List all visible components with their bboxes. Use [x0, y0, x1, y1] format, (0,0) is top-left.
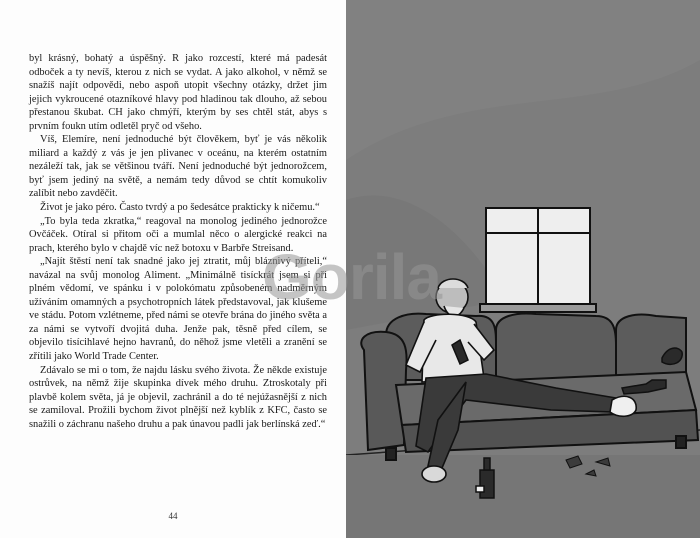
paragraph: „Najít štěstí není tak snadné jako jej ztratit, můj bláznivý příteli,“ navázal na svůj monolog Aliment. „Minimálně tisíckrát jsem si při plném vědomí, ve spánku i v polokómatu způsobeném nadměrným užíváním omamných a psychotropních látek představoval, jak klušeme ve stádu. Potom vzlétneme, před námi se otevře brána do jiného světa a za námi se vytvoří dvojitá duha. Jenže pak, těsně před cílem, se objevilo tisícihlavé hejno havranů, do něhož jsme vletěli a zranění se zřítili jako World Trade Center.: [29, 256, 327, 363]
watermark-logo: Gorila: [262, 241, 441, 313]
page-text: [29, 52, 327, 431]
illustration: [346, 0, 700, 538]
paragraph: Život je jako péro. Často tvrdý a po šedesátce prakticky k ničemu.“: [40, 202, 320, 214]
page-number: 44: [168, 511, 178, 521]
paragraph: Zdávalo se mi o tom, že najdu lásku svého života. Že někde existuje ostrůvek, na němž žije skupinka dívek mého druhu. Ztroskotaly při plavbě kolem světa, já je objevil, zachránil a do té nejúžasnější z nich se zamiloval. Prožili bychom život plnější než kyblík z KFC, často se snažili o záchranu našeho druhu a pak únavou padli jak berlínská zeď.“: [29, 364, 327, 430]
paragraph: byl krásný, bohatý a úspěšný. R jako rozcestí, které má padesát odboček a ty nevíš, kterou z nich se vydat. A jako alkohol, v němž se snažíš najít odpovědi, nebo aspoň utopit všechny otázky, držet jim jejich vykroucené otazníkové hlavy pod hladinou tak dlouho, až sebou přestanou škubat. CH jako chmýří, kterým by ses chtěl stát, abys s prvním foukn utím odletěl pryč od všeho.: [29, 53, 327, 132]
paragraph: „To byla teda zkratka,“ reagoval na monolog jediného jednorožce Ovčáček. Otíral si přitom oči a mumlal něco o alergické reakci na prach, kterého bylo v chajdě víc než botoxu v Barbře Streisand.: [29, 215, 327, 254]
left-page: [0, 0, 346, 538]
paragraph: Víš, Elemíre, není jednoduché být člověkem, byť je vás několik miliard a každý z vás je jen plivanec v oceánu, na kterém ostatním nezáleží tak, jak se většinou tváří. Není jednoduché být jednorožcem, byť jsem jediný na světě, a nemám tedy důvod se chtít komukoliv zalíbit nebo zavděčit.: [29, 134, 327, 200]
illustration-page: [346, 0, 700, 538]
window: [480, 208, 596, 312]
